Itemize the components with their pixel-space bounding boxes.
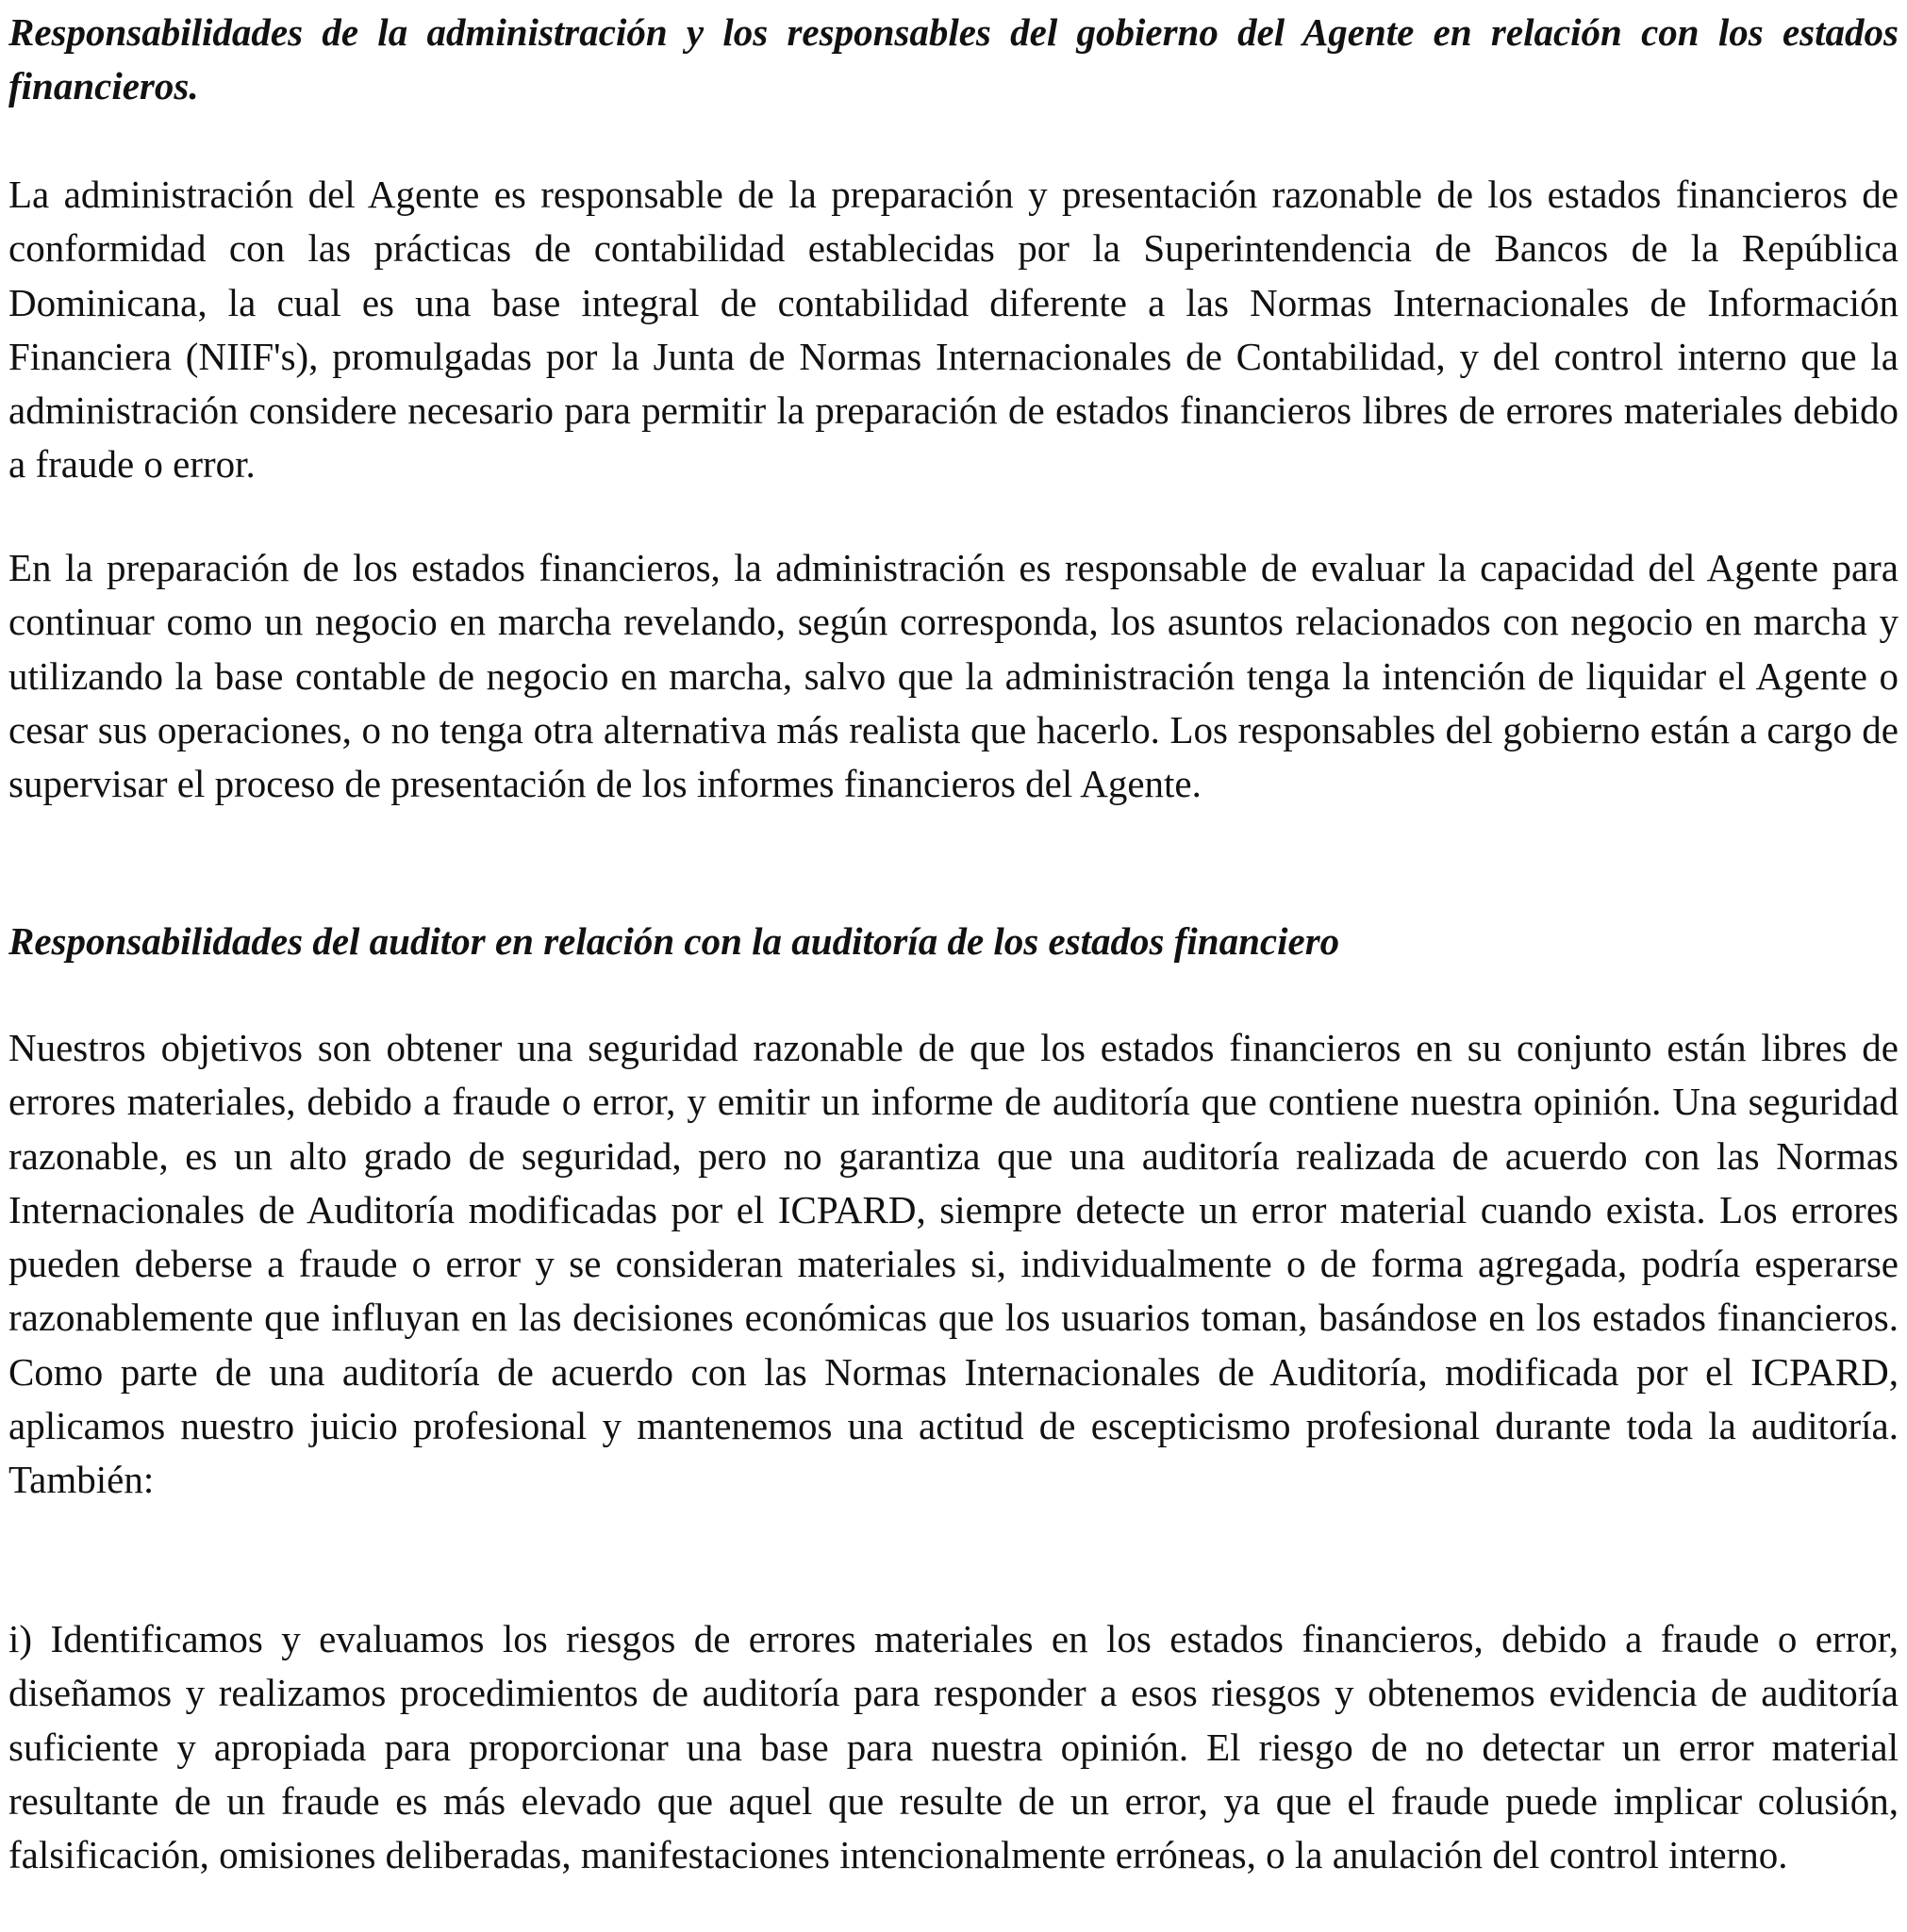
paragraph-audit-objectives: Nuestros objetivos son obtener una seguridad razonable de que los estados financieros en su conjunto están libres de errores materiales, debido a fraude o error, y emitir un informe de auditoría que contiene nuestra opinión. Una seguridad razonable, es un alto grado de seguridad, pero no garantiza que una auditoría realizada de acuerdo con las Normas Internacionales de Auditoría modificadas por el ICPARD, siempre detecte un error material cuando exista. Los errores pueden deberse a fraude o error y se consideran materiales si, individualmente o de forma agregada, podría esperarse razonablemente que influyan en las decisiones económicas que los usuarios toman, basándose en los estados financieros. Como parte de una auditoría de acuerdo con las Normas Internacionales de Auditoría, modificada por el ICPARD, aplicamos nuestro juicio profesional y mantenemos una actitud de escepticismo profesional durante toda la auditoría. También: <box>8 1026 1899 1502</box>
section-heading-management-responsibilities: Responsabilidades de la administración y los responsables del gobierno del Agente en relación con los estados financieros. <box>8 10 1899 108</box>
list-item-risk-identification: i) Identificamos y evaluamos los riesgos de errores materiales en los estados financieros, debido a fraude o error, diseñamos y realizamos procedimientos de auditoría para responder a esos riesgos y obtenemos evidencia de auditoría suficiente y apropiada para proporcionar una base para nuestra opinión. El riesgo de no detectar un error material resultante de un fraude es más elevado que aquel que resulte de un error, ya que el fraude puede implicar colusión, falsificación, omisiones deliberadas, manifestaciones intencionalmente erróneas, o la anulación del control interno. <box>8 1617 1899 1877</box>
paragraph-going-concern: En la preparación de los estados financieros, la administración es responsable de evaluar la capacidad del Agente para continuar como un negocio en marcha revelando, según corresponda, los asuntos relacionados con negocio en marcha y utilizando la base contable de negocio en marcha, salvo que la administración tenga la intención de liquidar el Agente o cesar sus operaciones, o no tenga otra alternativa más realista que hacerlo. Los responsables del gobierno están a cargo de supervisar el proceso de presentación de los informes financieros del Agente. <box>8 546 1899 806</box>
section-heading-auditor-responsibilities: Responsabilidades del auditor en relación con la auditoría de los estados financiero <box>8 919 1340 963</box>
paragraph-management-preparation: La administración del Agente es responsable de la preparación y presentación razonable de los estados financieros de conformidad con las prácticas de contabilidad establecidas por la Superintendencia de Bancos de la República Dominicana, la cual es una base integral de contabilidad diferente a las Normas Internacionales de Información Financiera (NIIF's), promulgadas por la Junta de Normas Internacionales de Contabilidad, y del control interno que la administración considere necesario para permitir la preparación de estados financieros libres de errores materiales debido a fraude o error. <box>8 173 1899 487</box>
